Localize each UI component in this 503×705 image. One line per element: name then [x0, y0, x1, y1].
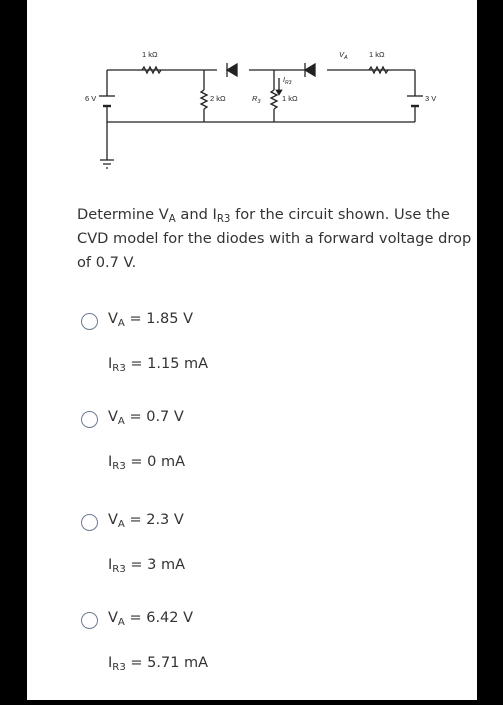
answer-option-3[interactable]	[27, 507, 477, 607]
current-label: $I_{R3}$	[283, 77, 292, 86]
option-va-text: $V_A = 2.3$ V	[108, 512, 184, 530]
option-ir3-text: $I_{R3} = 1.15$ mA	[108, 356, 209, 374]
option-ir3-text: $I_{R3} = 3$ mA	[108, 557, 186, 575]
option-va-text: $V_A = 0.7$ V	[108, 409, 184, 427]
r3-name-label: $R_3$	[252, 94, 261, 105]
answer-option-1[interactable]	[27, 306, 477, 406]
source-left-label: 6 V	[85, 94, 97, 103]
option-ir3-text: $I_{R3} = 5.71$ mA	[108, 655, 209, 673]
r-top-right-label: 1 kΩ	[369, 50, 385, 59]
source-right-label: 3 V	[425, 94, 437, 103]
r-mid-left-label: 2 kΩ	[210, 94, 226, 103]
option-va-text: $V_A = 6.42$ V	[108, 610, 194, 628]
radio-button[interactable]	[81, 612, 98, 629]
option-ir3-text: $I_{R3} = 0$ mA	[108, 454, 186, 472]
answer-option-2[interactable]	[27, 404, 477, 504]
radio-button[interactable]	[81, 313, 98, 330]
option-va-text: $V_A = 1.85$ V	[108, 311, 194, 329]
question-text: Determine $V_A$ and $I_{R3}$ for the circuit shown. Use the CVD model for the diodes with a forward voltage drop of 0.7 V.	[77, 206, 472, 271]
node-va-label: $V_A$	[339, 50, 348, 61]
radio-button[interactable]	[81, 514, 98, 531]
r3-value-label: 1 kΩ	[282, 94, 298, 103]
circuit-diagram	[27, 0, 477, 180]
question-panel	[27, 0, 477, 700]
radio-button[interactable]	[81, 411, 98, 428]
r-top-left-label: 1 kΩ	[142, 50, 158, 59]
answer-option-4[interactable]	[27, 605, 477, 705]
